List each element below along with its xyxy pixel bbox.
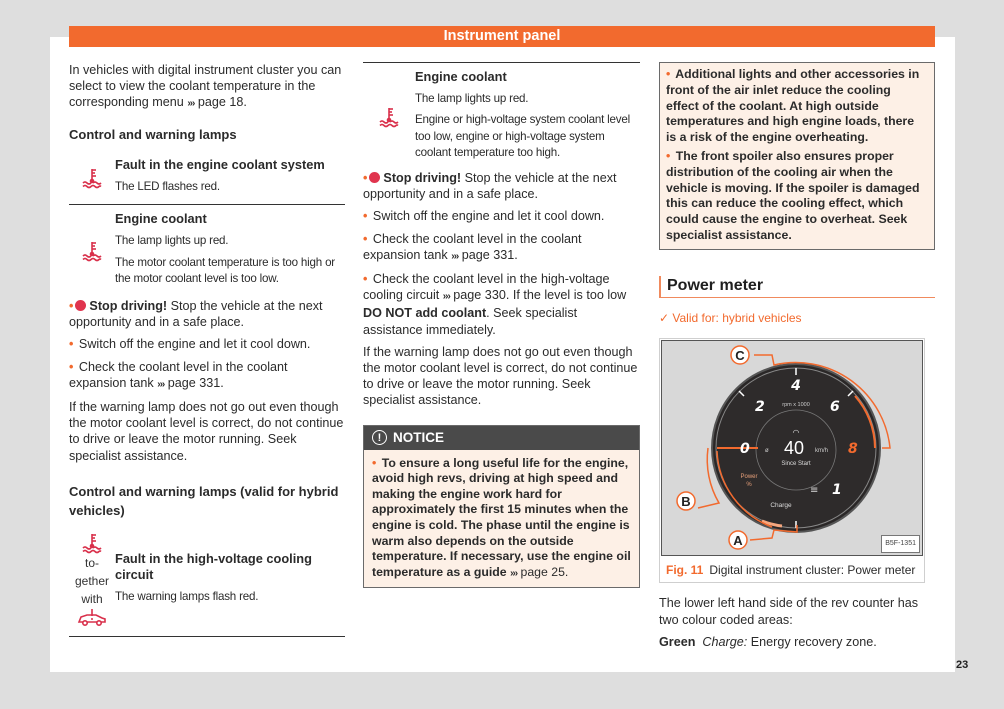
section-heading: Control and warning lamps <box>69 126 237 142</box>
lamp-entry <box>363 62 640 170</box>
column-1 <box>69 62 345 637</box>
coolant-temperature-icon <box>81 167 103 189</box>
bullet-item: • Check the coolant level in the coolant expansion tank ››› page 331. <box>363 231 582 262</box>
power-percent-label: % <box>746 482 752 489</box>
figure-label: Fig. 11 <box>666 563 704 578</box>
bullet-dot: • <box>666 67 671 81</box>
closing-paragraph: If the warning lamp does not go out even though the motor coolant level is correct, do not continue to drive or leave the motor running. Seek specialist assistance. <box>69 400 344 463</box>
cross-ref-arrows: ››› <box>451 250 459 262</box>
figure-image <box>661 340 923 556</box>
gear-mode-label: ≡ <box>810 485 819 497</box>
lamp-title: Engine coolant <box>115 211 207 227</box>
coolant-temperature-icon <box>81 240 103 262</box>
rpm-tick-4: 4 <box>791 378 801 395</box>
exclamation-circle-icon: ! <box>372 430 387 445</box>
bullet-dot: • <box>69 299 74 314</box>
callout-a <box>729 531 747 549</box>
lamp-entry <box>69 205 345 296</box>
bullet-item: • Stop driving! Stop the vehicle at the next opportunity and in a safe place. <box>69 299 323 330</box>
notice-title: NOTICE <box>393 429 445 445</box>
caution-item: • The front spoiler also ensures proper distribution of the cooling air when the vehicle is moving. If the spoiler is damaged this can reduce the cooling effect, which could cause the engine to overheat. Seek specialist assistance. <box>666 148 920 242</box>
caution-box <box>659 62 935 250</box>
charge-label: Charge <box>770 502 792 510</box>
lamp-description: The lamp lights up red. <box>415 92 529 106</box>
lamp-entry <box>69 151 345 205</box>
section-title: Power meter <box>659 276 935 298</box>
cross-ref-arrows: ››› <box>510 567 518 579</box>
lamp-description: The warning lamps flash red. <box>115 590 259 604</box>
figure-code: B5F-1351 <box>881 535 920 553</box>
bullet-item: • Switch off the engine and let it cool down. <box>69 337 311 352</box>
bullet-dot: • <box>666 148 671 163</box>
caution-item: • Additional lights and other accessories in front of the air inlet reduce the cooling effect of the coolant. At high outside temperatures and high engine loads, there is a risk of the engine overheating. <box>666 67 920 145</box>
warning-emphasis: DO NOT add coolant <box>363 306 487 321</box>
notice-body: • To ensure a long useful life for the engine, avoid high revs, driving at high speed and making the engine work hard for approximately the first 15 minutes when the engine is cold. The phase until the engine is warm also depends on the outside temperature. If necessary, use the engine oil temperature as a guide ››› page 25. <box>364 450 639 588</box>
bullet-dot: • <box>69 359 74 374</box>
valid-for-note: ✓ Valid for: hybrid vehicles <box>659 310 802 325</box>
bullet-item: • Check the coolant level in the high-voltage cooling circuit ››› page 330. If the level is too low DO NOT add coolant. Seek specialist assistance immediately. <box>363 272 627 337</box>
bullet-dot: • <box>69 337 74 352</box>
cross-ref-arrows: ››› <box>187 98 195 110</box>
page-link[interactable]: page 331. <box>461 247 518 262</box>
rpm-unit-label: rpm x 1000 <box>782 402 810 409</box>
lamp-entry-hybrid <box>69 528 345 637</box>
bullet-dot: • <box>372 455 377 470</box>
page-link[interactable]: page 18. <box>197 95 247 110</box>
cross-ref-arrows: ››› <box>442 291 450 303</box>
car-warning-icon <box>76 608 108 628</box>
bullet-item: • Stop driving! Stop the vehicle at the next opportunity and in a safe place. <box>363 171 617 202</box>
section-heading: Control and warning lamps (valid for hybrid vehicles) <box>69 483 339 518</box>
rpm-tick-8: 8 <box>848 441 858 458</box>
svg-text:A: A <box>733 533 743 549</box>
page-link[interactable]: page 25. <box>520 564 569 579</box>
rpm-tick-2: 2 <box>755 399 765 416</box>
speed-caption: Since Start <box>781 461 811 468</box>
lamp-title: Fault in the engine coolant system <box>115 156 325 172</box>
svg-text:C: C <box>735 348 745 364</box>
together-with-label: to-gether with <box>74 555 110 606</box>
coolant-temperature-icon <box>81 532 103 554</box>
callout-c <box>731 346 749 364</box>
rpm-tick-6: 6 <box>830 399 840 416</box>
lamp-description: Engine or high-voltage system coolant level too low, engine or high-voltage system coolant temperature too high. <box>415 113 631 159</box>
speed-unit: km/h <box>815 448 829 455</box>
chapter-header: Instrument panel <box>69 26 935 47</box>
power-meter-illustration <box>662 341 922 555</box>
lamp-title: Fault in the high-voltage cooling circuit <box>115 551 312 583</box>
lamp-title: Engine coolant <box>415 69 507 84</box>
bullet-dot: • <box>363 272 368 287</box>
callout-b <box>677 492 695 510</box>
column-2 <box>363 62 640 588</box>
svg-text:B: B <box>681 494 691 510</box>
page-number: 23 <box>956 659 969 671</box>
notice-header <box>364 426 639 450</box>
stop-driving-icon <box>369 172 380 183</box>
gear-indicator: 1 <box>832 482 842 499</box>
figure-caption: Fig. 11 Digital instrument cluster: Power meter <box>666 563 916 578</box>
speedometer-icon: ◠ <box>792 428 800 438</box>
notice-box <box>363 425 640 589</box>
lamp-description: The lamp lights up red. <box>115 234 229 248</box>
cross-ref-arrows: ››› <box>157 378 165 390</box>
speed-value: 40 <box>784 438 805 459</box>
page-link[interactable]: page 330. <box>453 288 510 303</box>
bullet-item: • Switch off the engine and let it cool down. <box>363 209 605 224</box>
definition-item: Green Charge: Energy recovery zone. <box>659 634 877 649</box>
coolant-temperature-icon <box>378 106 400 128</box>
page-link[interactable]: page 331. <box>167 375 224 390</box>
bullet-dot: • <box>363 231 368 246</box>
bullet-item: • Check the coolant level in the coolant expansion tank ››› page 331. <box>69 359 288 390</box>
closing-paragraph: If the warning lamp does not go out even though the motor coolant level is correct, do not continue to drive or leave the motor running. Seek specialist assistance. <box>363 344 638 408</box>
column-3 <box>659 62 935 656</box>
speed-prefix: ø <box>765 448 769 455</box>
bullet-dot: • <box>363 171 368 186</box>
lamp-description: The motor coolant temperature is too high or the motor coolant level is too low. <box>115 255 335 285</box>
rpm-tick-0: 0 <box>740 441 750 458</box>
lamp-description: The LED flashes red. <box>115 180 220 194</box>
intro-paragraph: In vehicles with digital instrument cluster you can select to view the coolant temperature in the corresponding menu ››› page 18. <box>69 63 342 110</box>
power-label: Power <box>740 474 758 481</box>
body-paragraph: The lower left hand side of the rev counter has two colour coded areas: <box>659 596 919 627</box>
stop-driving-icon <box>75 300 86 311</box>
bullet-dot: • <box>363 209 368 224</box>
figure <box>659 338 925 583</box>
definition-term: Green <box>659 634 696 649</box>
